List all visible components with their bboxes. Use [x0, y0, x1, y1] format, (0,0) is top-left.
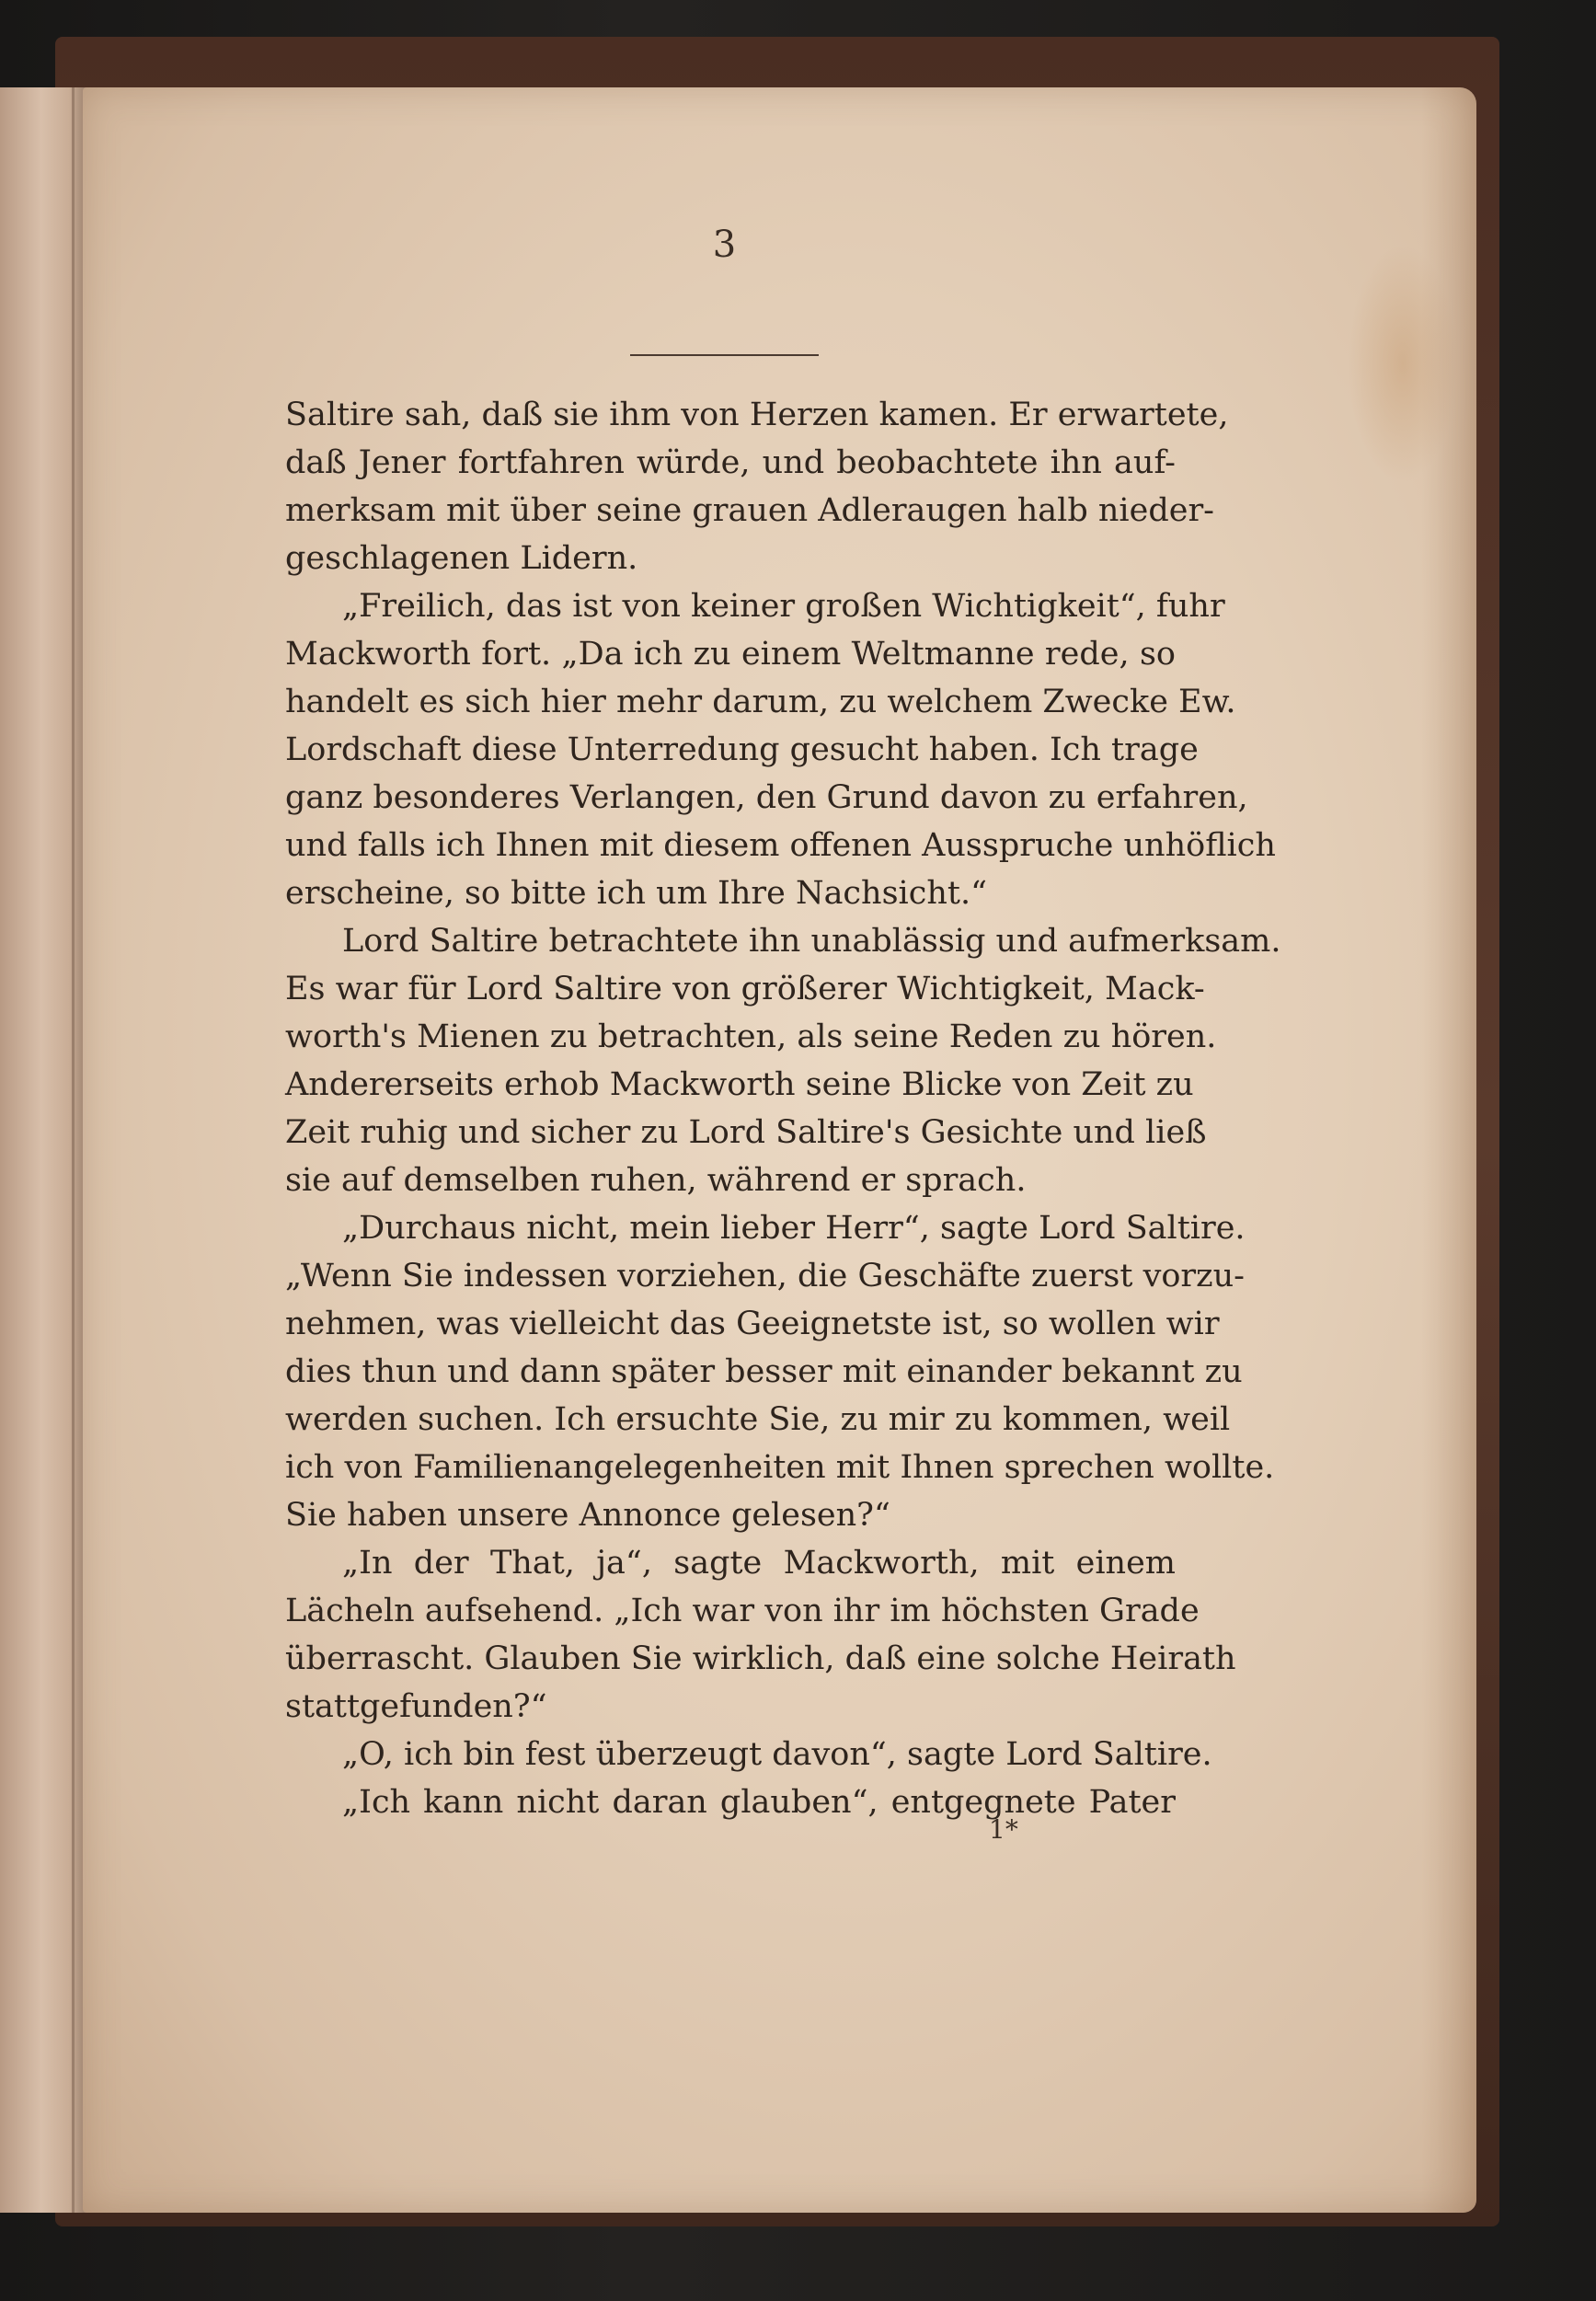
text-line: „In der That, ja“, sagte Mackworth, mit einem: [342, 1545, 1176, 1582]
signature-mark: 1*: [989, 1814, 1018, 1845]
header-rule: [630, 354, 819, 356]
gutter-line: [72, 87, 75, 2213]
text-line: handelt es sich hier mehr darum, zu welchem Zwecke Ew.: [285, 684, 1236, 720]
text-line: Zeit ruhig und sicher zu Lord Saltire's Gesichte und ließ: [285, 1114, 1207, 1151]
text-line: nehmen, was vielleicht das Geeignetste ist, so wollen wir: [285, 1306, 1220, 1342]
text-line: Andererseits erhob Mackworth seine Blicke von Zeit zu: [285, 1066, 1194, 1103]
text-line: dies thun und dann später besser mit einander bekannt zu: [285, 1353, 1243, 1390]
text-line: Lächeln aufsehend. „Ich war von ihr im höchsten Grade: [285, 1593, 1200, 1629]
text-line: „Ich kann nicht daran glauben“, entgegnete Pater: [342, 1784, 1176, 1821]
text-line: werden suchen. Ich ersuchte Sie, zu mir zu kommen, weil: [285, 1401, 1231, 1438]
paper-stain: [1348, 244, 1458, 483]
page-number: 3: [712, 224, 737, 266]
text-line: Lordschaft diese Unterredung gesucht haben. Ich trage: [285, 731, 1199, 768]
text-line: Lord Saltire betrachtete ihn unablässig und aufmerksam.: [342, 923, 1281, 960]
body-text: [285, 391, 1281, 1826]
text-line: stattgefunden?“: [285, 1688, 547, 1725]
text-line: Es war für Lord Saltire von größerer Wichtigkeit, Mack-: [285, 971, 1205, 1007]
text-line: geschlagenen Lidern.: [285, 540, 638, 577]
text-line: erscheine, so bitte ich um Ihre Nachsicht.“: [285, 875, 987, 912]
text-line: ich von Familienangelegenheiten mit Ihnen sprechen wollte.: [285, 1449, 1275, 1486]
text-line: „Freilich, das ist von keiner großen Wichtigkeit“, fuhr: [342, 588, 1225, 625]
text-line: merksam mit über seine grauen Adleraugen halb nieder-: [285, 492, 1215, 529]
text-line: und falls ich Ihnen mit diesem offenen Ausspruche unhöflich: [285, 827, 1276, 864]
text-line: „Wenn Sie indessen vorziehen, die Geschäfte zuerst vorzu-: [285, 1258, 1245, 1294]
text-line: Mackworth fort. „Da ich zu einem Weltmanne rede, so: [285, 636, 1176, 673]
text-line: „Durchaus nicht, mein lieber Herr“, sagte Lord Saltire.: [342, 1210, 1246, 1247]
text-line: daß Jener fortfahren würde, und beobachtete ihn auf-: [285, 444, 1176, 481]
text-line: ganz besonderes Verlangen, den Grund davon zu erfahren,: [285, 779, 1248, 816]
text-line: Saltire sah, daß sie ihm von Herzen kamen. Er erwartete,: [285, 397, 1229, 433]
text-line: überrascht. Glauben Sie wirklich, daß eine solche Heirath: [285, 1640, 1236, 1677]
text-line: „O, ich bin fest überzeugt davon“, sagte Lord Saltire.: [342, 1736, 1212, 1773]
text-line: Sie haben unsere Annonce gelesen?“: [285, 1497, 890, 1534]
text-line: sie auf demselben ruhen, während er sprach.: [285, 1162, 1027, 1199]
text-line: worth's Mienen zu betrachten, als seine Reden zu hören.: [285, 1018, 1217, 1055]
left-page-edge: [0, 87, 92, 2213]
